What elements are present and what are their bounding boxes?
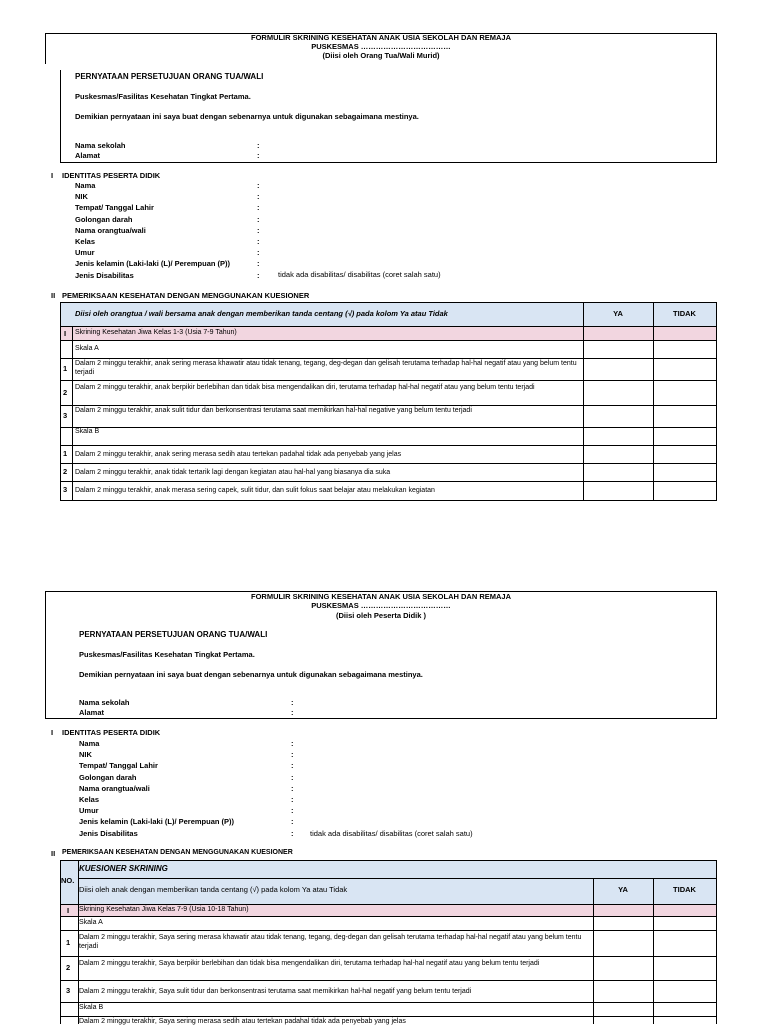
- colon: :: [257, 203, 260, 213]
- form1-school-label: Nama sekolah: [75, 141, 126, 150]
- colon: :: [257, 225, 260, 235]
- colon: :: [257, 151, 260, 160]
- colon: :: [291, 772, 294, 782]
- colon: :: [257, 248, 260, 258]
- colon: :: [291, 817, 294, 827]
- question-number: 3: [63, 411, 68, 420]
- form1-group-title: Skrining Kesehatan Jiwa Kelas 1-3 (Usia 7-9 Tahun): [75, 329, 237, 336]
- form2-section1-title: IDENTITAS PESERTA DIDIK: [62, 728, 161, 737]
- form1-consent-heading: PERNYATAAN PERSETUJUAN ORANG TUA/WALI: [75, 72, 264, 81]
- colon: :: [257, 141, 260, 150]
- identity-field-label: Tempat/ Tanggal Lahir: [75, 203, 154, 213]
- colon: :: [257, 237, 260, 246]
- colon: :: [257, 259, 260, 269]
- section-number: I: [51, 171, 54, 180]
- colon: :: [257, 214, 260, 224]
- form1-facility: Puskesmas/Fasilitas Kesehatan Tingkat Pertama.: [75, 92, 251, 101]
- colon: :: [291, 795, 294, 804]
- form2-table-instruction: Diisi oleh anak dengan memberikan tanda centang (√) pada kolom Ya atau Tidak: [79, 885, 348, 894]
- form2-address-label: Alamat: [79, 708, 105, 717]
- colon: :: [291, 828, 294, 838]
- form2-group-title: Skrining Kesehatan Jiwa Kelas 7-9 (Usia 10-18 Tahun): [79, 906, 249, 913]
- question-text: Dalam 2 minggu terakhir, anak sering merasa sedih atau tertekan padahal tidak ada penyebab yang jelas: [75, 451, 402, 458]
- identity-field-label: Nama orangtua/wali: [79, 783, 150, 793]
- form2-scale-a: Skala A: [79, 919, 103, 926]
- form1-disability-value: tidak ada disabilitas/ disabilitas (coret salah satu): [278, 270, 441, 279]
- colon: :: [291, 750, 294, 760]
- question-number: 2: [63, 467, 68, 476]
- form1-col-ya: YA: [613, 309, 623, 318]
- question-number: 1: [66, 938, 71, 947]
- colon: :: [257, 181, 260, 190]
- form2-facility: Puskesmas/Fasilitas Kesehatan Tingkat Pertama.: [79, 650, 255, 659]
- form2-section2-title: PEMERIKSAAN KESEHATAN DENGAN MENGGUNAKAN KUESIONER: [62, 849, 293, 856]
- identity-field-label: Nama: [75, 181, 96, 190]
- identity-field-label: Umur: [79, 806, 99, 816]
- colon: :: [257, 270, 260, 280]
- colon: :: [257, 192, 260, 202]
- question-number: 2: [63, 387, 68, 397]
- question-text: Dalam 2 minggu terakhir, anak berpikir berlebihan dan tidak bisa mengendalikan diri, terutama terhadap hal-hal negatif atau yang belum tentu terjadi: [75, 384, 535, 391]
- identity-field-label: Golongan darah: [79, 772, 137, 782]
- colon: :: [291, 708, 294, 717]
- form2-questionnaire-title: KUESIONER SKRINING: [79, 864, 168, 873]
- form2-subtitle: (Diisi oleh Peserta Didik ): [335, 611, 427, 620]
- section-number: II: [51, 849, 56, 858]
- question-number: 1: [63, 449, 68, 458]
- form2-title: FORMULIR SKRINING KESEHATAN ANAK USIA SEKOLAH DAN REMAJA: [250, 592, 511, 601]
- section-number: I: [51, 728, 54, 737]
- form2-school-label: Nama sekolah: [79, 698, 130, 707]
- form1-table-instruction: Diisi oleh orangtua / wali bersama anak dengan memberikan tanda centang (√) pada kolom Ya atau Tidak: [75, 309, 448, 318]
- question-number: 3: [66, 986, 71, 995]
- section-number: II: [51, 291, 56, 300]
- identity-field-label: Jenis Disabilitas: [75, 270, 134, 280]
- question-text: Dalam 2 minggu terakhir, anak sering merasa khawatir atau tidak tenang, tegang, deg-degan dan gelisah terutama terhadap hal-hal negatif atau yang belum tentu terjadi: [75, 360, 577, 376]
- form1-puskesmas: PUSKESMAS ………………………………: [311, 42, 451, 51]
- question-number: 2: [66, 963, 71, 972]
- form2-question-b1-partial: Dalam 2 minggu terakhir, Saya sering merasa sedih atau tertekan padahal tidak ada penyebab yang jelas: [79, 1018, 406, 1025]
- identity-field-label: Nama: [79, 739, 100, 748]
- identity-field-label: Jenis Disabilitas: [79, 828, 138, 838]
- identity-field-label: Umur: [75, 248, 95, 258]
- identity-field-label: Kelas: [75, 237, 96, 246]
- identity-field-label: Jenis kelamin (Laki-laki (L)/ Perempuan (P)): [75, 259, 231, 269]
- question-text: Dalam 2 minggu terakhir, Saya sering merasa khawatir atau tidak tenang, tegang, deg-degan dan gelisah terutama terhadap hal-hal negatif atau yang belum tentu terjadi: [79, 934, 582, 950]
- question-text: Dalam 2 minggu terakhir, anak merasa sering capek, sulit tidur, dan sulit fokus saat belajar atau melakukan kegiatan: [75, 487, 435, 494]
- question-number: 3: [63, 485, 68, 494]
- identity-field-label: Jenis kelamin (Laki-laki (L)/ Perempuan (P)): [79, 817, 235, 827]
- form2-scale-b: Skala B: [79, 1004, 104, 1011]
- question-number: 1: [63, 364, 68, 373]
- colon: :: [291, 761, 294, 771]
- question-text: Dalam 2 minggu terakhir, anak sulit tidur dan berkonsentrasi terutama saat memikirkan hal-hal negative yang belum tentu terjadi: [75, 407, 472, 414]
- question-text: Dalam 2 minggu terakhir, Saya berpikir berlebihan dan tidak bisa mengendalikan diri, terutama terhadap hal-hal negatif atau yang belum tentu terjadi: [79, 960, 540, 967]
- form2-disability-value: tidak ada disabilitas/ disabilitas (coret salah satu): [310, 829, 473, 838]
- form1-scale-a: Skala A: [75, 345, 99, 352]
- form1-statement: Demikian pernyataan ini saya buat dengan sebenarnya untuk digunakan sebagaimana mestinya.: [75, 112, 419, 121]
- form2-puskesmas: PUSKESMAS ………………………………: [311, 601, 451, 610]
- colon: :: [291, 739, 294, 748]
- form1-col-tidak: TIDAK: [673, 309, 696, 318]
- identity-field-label: Kelas: [79, 795, 100, 804]
- form2-col-no: NO.: [61, 876, 75, 885]
- form1-section1-title: IDENTITAS PESERTA DIDIK: [62, 171, 161, 180]
- colon: :: [291, 698, 294, 707]
- question-text: Dalam 2 minggu terakhir, anak tidak tertarik lagi dengan kegiatan atau hal-hal yang biasanya dia suka: [75, 469, 391, 476]
- form1-title: FORMULIR SKRINING KESEHATAN ANAK USIA SEKOLAH DAN REMAJA: [250, 33, 511, 42]
- form2-col-ya: YA: [618, 885, 628, 894]
- identity-field-label: Nama orangtua/wali: [75, 225, 146, 235]
- identity-field-label: NIK: [79, 750, 92, 760]
- question-text: Dalam 2 minggu terakhir, Saya sulit tidur dan berkonsentrasi terutama saat memikirkan hal-hal negatif yang belum tentu terjadi: [79, 988, 472, 995]
- form1-subtitle: (Diisi oleh Orang Tua/Wali Murid): [322, 51, 440, 60]
- form1-section2-title: PEMERIKSAAN KESEHATAN DENGAN MENGGUNAKAN KUESIONER: [62, 291, 310, 300]
- group-number: I: [67, 906, 70, 915]
- colon: :: [291, 783, 294, 793]
- identity-field-label: NIK: [75, 192, 88, 202]
- group-number: I: [64, 329, 67, 338]
- form1-scale-b: Skala B: [75, 428, 100, 435]
- form2-consent-heading: PERNYATAAN PERSETUJUAN ORANG TUA/WALI: [79, 630, 268, 639]
- identity-field-label: Tempat/ Tanggal Lahir: [79, 761, 158, 771]
- colon: :: [291, 806, 294, 816]
- form2-statement: Demikian pernyataan ini saya buat dengan sebenarnya untuk digunakan sebagaimana mestinya.: [79, 670, 423, 679]
- form1-address-label: Alamat: [75, 151, 101, 160]
- form2-col-tidak: TIDAK: [673, 885, 696, 894]
- identity-field-label: Golongan darah: [75, 214, 133, 224]
